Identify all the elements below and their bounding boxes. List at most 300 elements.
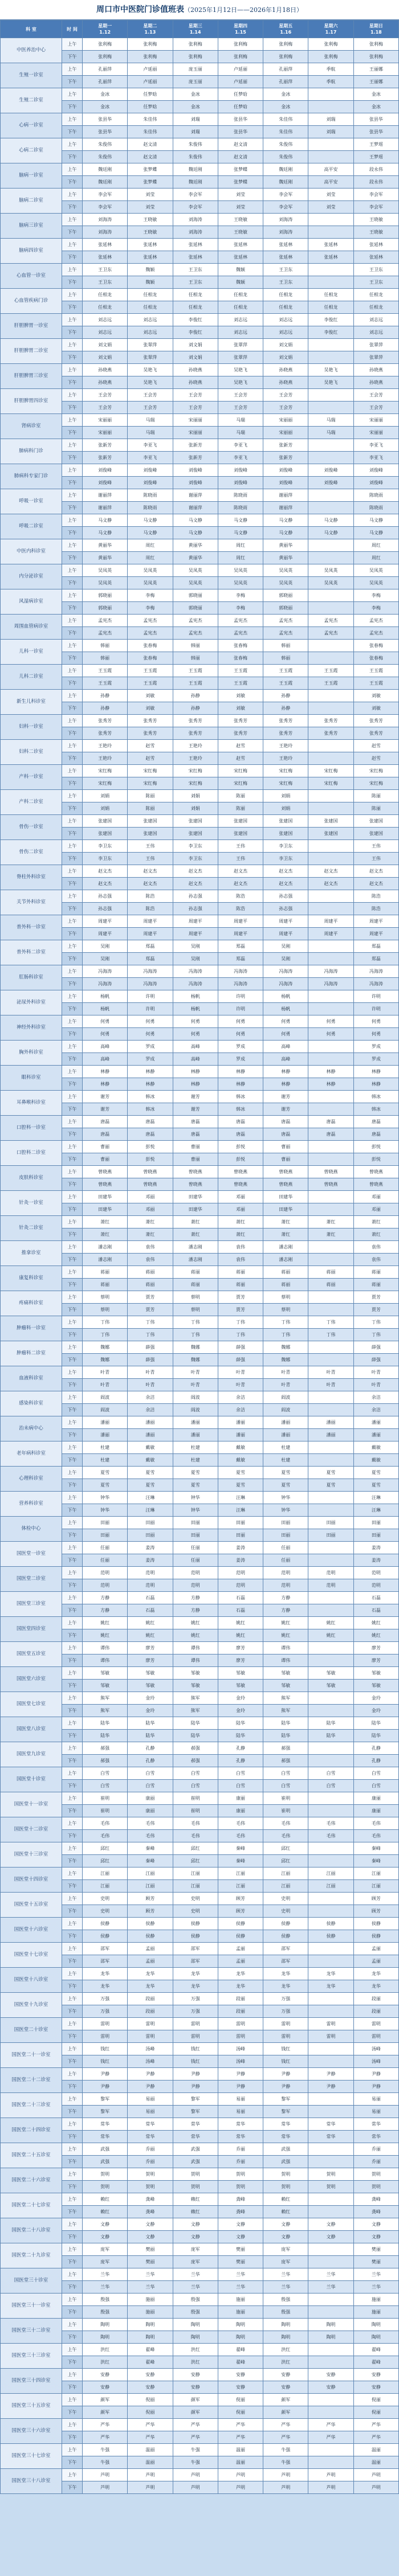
doctor-cell: 刘文娟 [83,339,128,351]
doctor-cell [308,1441,353,1454]
doctor-cell: 文静 [173,2231,218,2243]
schedule-row [1,1642,399,1654]
doctor-cell: 曾晓燕 [218,1166,263,1178]
doctor-cell: 张秀芳 [308,727,353,740]
time-slot: 上午 [62,1467,83,1479]
doctor-cell: 严华 [173,2419,218,2431]
doctor-cell: 马文静 [218,527,263,539]
doctor-cell: 袁伟 [353,1241,398,1254]
doctor-cell: 江丽 [173,1880,218,1893]
doctor-cell: 崔明 [263,1792,308,1805]
doctor-cell: 孔丽萍 [83,63,128,76]
doctor-cell: 贾芳 [353,1291,398,1304]
doctor-cell: 樊丽 [128,2256,173,2268]
doctor-cell: 任丽 [263,1542,308,1554]
schedule-row [1,715,399,727]
time-slot: 上午 [62,564,83,577]
doctor-cell: 蔡明 [263,1291,308,1304]
time-slot: 上午 [62,1567,83,1579]
doctor-cell: 唐磊 [263,1116,308,1128]
doctor-cell [308,1905,353,1918]
doctor-cell: 宋红梅 [173,765,218,777]
time-slot: 下午 [62,1755,83,1767]
doctor-cell: 陶明 [83,2319,128,2331]
department-name: 普外科一诊室 [1,915,62,940]
department-name: 呼吸二诊室 [1,514,62,539]
doctor-cell: 倪丽 [218,2406,263,2419]
doctor-cell: 孙晓燕 [173,364,218,376]
time-slot: 上午 [62,1416,83,1429]
doctor-cell: 文静 [308,2218,353,2231]
doctor-cell: 韩冰 [218,1103,263,1116]
doctor-cell: 温丽 [353,2456,398,2469]
doctor-cell: 余洁 [353,1391,398,1404]
doctor-cell: 田丽 [173,1517,218,1529]
doctor-cell: 颜军 [83,2406,128,2419]
doctor-cell: 郑磊 [353,953,398,965]
doctor-cell: 兰华 [173,2281,218,2294]
doctor-cell: 魏颖 [128,276,173,289]
doctor-cell: 文静 [353,2218,398,2231]
doctor-cell: 倪丽 [353,2394,398,2406]
time-slot: 上午 [62,339,83,351]
doctor-cell: 魏娜 [173,1354,218,1366]
doctor-cell: 戴敏 [128,1441,173,1454]
schedule-row [1,2193,399,2206]
doctor-cell: 宋红梅 [128,765,173,777]
doctor-cell: 王玉霞 [173,665,218,677]
doctor-cell: 龙华 [128,1968,173,1980]
schedule-row [1,690,399,702]
doctor-cell: 王玉霞 [83,677,128,690]
doctor-cell: 施丽 [218,2294,263,2306]
doctor-cell: 顾芳 [128,1893,173,1905]
doctor-cell [308,1492,353,1504]
doctor-cell: 范明 [83,1579,128,1592]
doctor-cell: 陈浩 [128,890,173,903]
doctor-cell: 牛强 [173,2444,218,2456]
doctor-cell: 王玉霞 [83,665,128,677]
doctor-cell: 萧红 [218,1228,263,1241]
doctor-cell: 王玉霞 [353,665,398,677]
doctor-cell [308,1692,353,1705]
doctor-cell: 潘志刚 [83,1241,128,1254]
doctor-cell: 陆华 [353,1717,398,1730]
doctor-cell [308,1041,353,1053]
doctor-cell: 孟宪杰 [83,615,128,627]
doctor-cell: 范明 [173,1567,218,1579]
doctor-cell: 孙志强 [173,903,218,915]
doctor-cell: 牛强 [263,2444,308,2456]
doctor-cell: 谢丽萍 [83,489,128,502]
doctor-cell: 孟丽 [218,1955,263,1968]
doctor-cell: 秦峰 [218,1855,263,1868]
doctor-cell: 廖芳 [128,1642,173,1654]
doctor-cell: 张利梅 [353,38,398,51]
doctor-cell: 陶明 [308,2331,353,2344]
department-name: 脑病二诊室 [1,189,62,214]
time-slot: 下午 [62,1454,83,1467]
doctor-cell: 李卫东 [173,853,218,865]
doctor-cell: 谢芳 [173,1091,218,1103]
doctor-cell: 兰华 [308,2268,353,2281]
doctor-cell: 萧红 [128,1216,173,1228]
doctor-cell: 芦明 [263,2469,308,2481]
doctor-cell: 常华 [173,2131,218,2143]
doctor-cell: 张延林 [308,251,353,264]
doctor-cell: 廖芳 [218,1642,263,1654]
time-slot: 上午 [62,1692,83,1705]
department-name: 耳鼻喉科诊室 [1,1091,62,1116]
doctor-cell: 殷强 [173,2306,218,2319]
schedule-row [1,514,399,527]
time-slot: 下午 [62,1429,83,1441]
doctor-cell: 康丽 [218,1805,263,1817]
time-slot: 上午 [62,2344,83,2356]
doctor-cell: 余洁 [128,1391,173,1404]
time-slot: 下午 [62,903,83,915]
doctor-cell: 蔡明 [83,1291,128,1304]
time-slot: 上午 [62,2143,83,2156]
doctor-cell [308,840,353,853]
schedule-row [1,2243,399,2256]
doctor-cell: 顾芳 [128,1905,173,1918]
doctor-cell: 周红 [128,552,173,564]
doctor-cell: 周建平 [83,915,128,928]
doctor-cell: 庞玉丽 [173,76,218,88]
schedule-row [1,2344,399,2356]
doctor-cell: 雷明 [263,2030,308,2043]
doctor-cell: 廖芳 [353,1654,398,1667]
doctor-cell: 史明 [173,1905,218,1918]
doctor-cell: 蒋丽 [353,1266,398,1279]
doctor-cell: 秦峰 [353,1842,398,1855]
doctor-cell: 张梦蝶 [128,163,173,176]
doctor-cell: 魏娜 [83,1341,128,1354]
doctor-cell: 范明 [353,1567,398,1579]
schedule-row [1,1742,399,1755]
doctor-cell: 严华 [263,2431,308,2444]
time-slot: 下午 [62,677,83,690]
doctor-cell: 孔静 [218,1755,263,1767]
schedule-row [1,865,399,878]
doctor-cell: 翟峰 [218,2344,263,2356]
doctor-cell: 易丽 [218,2106,263,2118]
doctor-cell: 罗成 [353,1053,398,1066]
schedule-row [1,389,399,402]
doctor-cell: 魏娜 [263,1341,308,1354]
doctor-cell: 文静 [218,2218,263,2231]
doctor-cell: 殷强 [173,2294,218,2306]
department-name: 国医堂九诊室 [1,1742,62,1767]
doctor-cell: 许明 [353,990,398,1003]
doctor-cell: 范明 [308,1579,353,1592]
doctor-cell: 姚红 [173,1617,218,1629]
doctor-cell: 万强 [83,2005,128,2018]
time-slot: 上午 [62,1266,83,1279]
doctor-cell: 冯海涛 [218,978,263,990]
doctor-cell [308,1504,353,1517]
doctor-cell: 牛强 [83,2444,128,2456]
time-slot: 上午 [62,1366,83,1379]
doctor-cell: 常华 [353,2131,398,2143]
doctor-cell: 侯静 [263,1918,308,1930]
doctor-cell: 贺明 [263,2181,308,2193]
doctor-cell: 蒋丽 [353,1279,398,1291]
doctor-cell: 毛伟 [128,1830,173,1842]
doctor-cell: 朱俊伟 [173,138,218,151]
doctor-cell: 赵文杰 [263,865,308,878]
doctor-cell: 毛伟 [263,1817,308,1830]
doctor-cell [308,2043,353,2055]
doctor-cell: 张建国 [83,815,128,828]
department-name: 肾病诊室 [1,414,62,439]
doctor-cell: 陈浩 [128,903,173,915]
time-slot: 下午 [62,853,83,865]
doctor-cell: 潘丽 [308,1429,353,1441]
time-slot: 上午 [62,1717,83,1730]
time-slot: 下午 [62,2005,83,2018]
doctor-cell: 汪琳 [128,1492,173,1504]
doctor-cell: 萧红 [128,1228,173,1241]
time-slot: 上午 [62,239,83,251]
time-slot: 下午 [62,1654,83,1667]
doctor-cell: 贺明 [83,2181,128,2193]
doctor-cell: 叶青 [83,1366,128,1379]
department-name: 肝胆脾胃四诊室 [1,389,62,414]
schedule-row [1,1166,399,1178]
doctor-cell: 王会芳 [353,402,398,414]
doctor-cell: 贺明 [263,2168,308,2181]
doctor-cell: 施丽 [218,2306,263,2319]
doctor-cell: 孙晓燕 [173,376,218,389]
doctor-cell: 李会军 [353,201,398,214]
doctor-cell: 薛强 [353,1354,398,1366]
doctor-cell: 廖芳 [128,1654,173,1667]
doctor-cell: 韩丽 [263,652,308,665]
doctor-cell: 崔明 [263,1805,308,1817]
doctor-cell: 常华 [218,2118,263,2131]
doctor-cell: 谭伟 [263,1654,308,1667]
doctor-cell: 颜军 [173,2394,218,2406]
doctor-cell: 孔静 [353,1742,398,1755]
doctor-cell: 安静 [128,2369,173,2381]
doctor-cell: 张秀芳 [173,727,218,740]
time-slot: 下午 [62,1880,83,1893]
doctor-cell: 邱红 [173,1842,218,1855]
schedule-row [1,965,399,978]
doctor-cell: 郑磊 [128,940,173,953]
doctor-cell: 金冰 [173,88,218,101]
doctor-cell: 王伟 [218,840,263,853]
time-slot: 下午 [62,351,83,364]
time-slot: 下午 [62,326,83,339]
doctor-cell: 侯静 [218,1930,263,1943]
doctor-cell: 孟宪杰 [128,615,173,627]
doctor-cell: 张延林 [308,239,353,251]
doctor-cell: 邵军 [83,1943,128,1955]
time-slot: 下午 [62,577,83,589]
schedule-row [1,1141,399,1153]
time-slot: 上午 [62,389,83,402]
doctor-cell: 王艳玲 [83,740,128,752]
doctor-cell: 郑磊 [353,940,398,953]
doctor-cell [308,101,353,113]
doctor-cell: 孔静 [353,1755,398,1767]
time-slot: 下午 [62,502,83,514]
doctor-cell: 王卫东 [353,264,398,276]
doctor-cell: 顾芳 [353,1893,398,1905]
time-slot: 上午 [62,1291,83,1304]
doctor-cell: 赖红 [83,2193,128,2206]
doctor-cell [308,2344,353,2356]
doctor-cell: 李梅 [353,602,398,615]
time-slot: 下午 [62,2206,83,2218]
doctor-cell [308,1291,353,1304]
department-name: 国医堂四诊室 [1,1617,62,1642]
schedule-row [1,1341,399,1354]
doctor-cell: 田建华 [83,1203,128,1216]
doctor-cell: 王卫东 [263,264,308,276]
doctor-cell: 任相龙 [128,301,173,314]
doctor-cell: 孟丽 [353,1943,398,1955]
doctor-cell: 夏雪 [308,1479,353,1492]
doctor-cell: 曾晓燕 [263,1166,308,1178]
time-slot: 上午 [62,1918,83,1930]
doctor-cell: 顾芳 [218,1893,263,1905]
doctor-cell: 唐磊 [218,1116,263,1128]
doctor-cell [308,802,353,815]
doctor-cell: 王玉霞 [263,677,308,690]
doctor-cell: 严华 [308,2419,353,2431]
doctor-cell: 颜军 [263,2406,308,2419]
doctor-cell: 潘丽 [128,1416,173,1429]
doctor-cell: 张翠萍 [218,351,263,364]
doctor-cell: 唐磊 [173,1128,218,1141]
doctor-cell: 陈晓雨 [353,502,398,514]
doctor-cell: 庞军 [83,2243,128,2256]
doctor-cell: 张利梅 [263,51,308,63]
doctor-cell [308,690,353,702]
time-slot: 上午 [62,1642,83,1654]
time-slot: 下午 [62,2356,83,2369]
doctor-cell: 戴敏 [353,1454,398,1467]
doctor-cell [308,2106,353,2118]
doctor-cell: 汪琳 [353,1492,398,1504]
schedule-row [1,189,399,201]
doctor-cell: 颜军 [173,2406,218,2419]
department-name: 国医堂二十六诊室 [1,2168,62,2193]
doctor-cell: 宋丽丽 [353,414,398,427]
doctor-cell: 张秀芳 [218,715,263,727]
time-slot: 上午 [62,1015,83,1028]
doctor-cell: 毛伟 [353,1830,398,1842]
doctor-cell: 王丽娜 [353,76,398,88]
time-slot: 下午 [62,1329,83,1341]
doctor-cell: 姚红 [353,1629,398,1642]
doctor-cell: 侯静 [128,1930,173,1943]
doctor-cell: 兰华 [263,2268,308,2281]
doctor-cell: 吴凤英 [218,564,263,577]
doctor-cell: 白雪 [308,1780,353,1792]
doctor-cell: 王卫东 [173,264,218,276]
doctor-cell: 孟宪杰 [218,627,263,640]
schedule-row [1,1592,399,1604]
doctor-cell: 任相龙 [308,301,353,314]
doctor-cell: 马文静 [263,527,308,539]
doctor-cell: 赵文杰 [173,878,218,890]
doctor-cell: 高峰 [83,1041,128,1053]
doctor-cell: 秦峰 [128,1855,173,1868]
doctor-cell: 林静 [353,1066,398,1078]
time-slot: 下午 [62,2431,83,2444]
department-name: 疼痛科诊室 [1,1291,62,1316]
doctor-cell: 吴凤英 [83,577,128,589]
doctor-cell [308,1842,353,1855]
doctor-cell: 潘丽 [173,1416,218,1429]
doctor-cell: 王会芳 [218,402,263,414]
doctor-cell: 邹敏 [308,1667,353,1680]
doctor-cell: 袁伟 [128,1241,173,1254]
doctor-cell: 赵文清 [218,138,263,151]
doctor-cell: 刘娟 [263,802,308,815]
doctor-cell: 雷明 [308,2030,353,2043]
doctor-cell: 石磊 [128,1592,173,1604]
doctor-cell: 罗成 [128,1041,173,1053]
doctor-cell: 朱佳伟 [128,126,173,138]
department-name: 产科二诊室 [1,790,62,815]
doctor-cell: 张翠萍 [218,339,263,351]
doctor-cell: 丁伟 [173,1329,218,1341]
doctor-cell: 刘志远 [353,326,398,339]
time-slot: 上午 [62,163,83,176]
doctor-cell: 蔡明 [173,1291,218,1304]
doctor-cell: 张延林 [263,239,308,251]
doctor-cell: 赵雪 [353,752,398,765]
time-slot: 下午 [62,1730,83,1742]
doctor-cell: 宋红梅 [353,765,398,777]
doctor-cell: 刘志远 [218,314,263,326]
doctor-cell: 殷强 [83,2306,128,2319]
doctor-cell: 倪丽 [353,2406,398,2419]
doctor-cell: 薛强 [218,1354,263,1366]
doctor-cell: 谭伟 [173,1642,218,1654]
department-name: 关节外科诊室 [1,890,62,915]
time-slot: 上午 [62,890,83,903]
schedule-row [1,2369,399,2381]
doctor-cell: 江丽 [128,1868,173,1880]
doctor-cell: 吴凤英 [128,564,173,577]
doctor-cell: 乔丽 [353,2156,398,2168]
doctor-cell [308,1955,353,1968]
doctor-cell: 张利梅 [83,51,128,63]
doctor-cell: 张县华 [353,126,398,138]
doctor-cell: 任丽 [263,1554,308,1567]
doctor-cell: 钱红 [83,2055,128,2068]
doctor-cell [308,2193,353,2206]
doctor-cell: 钟华 [263,1504,308,1517]
schedule-row [1,1467,399,1479]
doctor-cell [308,1792,353,1805]
doctor-cell: 秦峰 [128,1842,173,1855]
doctor-cell: 唐磊 [128,1116,173,1128]
doctor-cell [308,2156,353,2168]
doctor-cell: 杜建 [83,1454,128,1467]
time-slot: 下午 [62,1103,83,1116]
doctor-cell: 刘俊峰 [353,477,398,489]
department-name: 国医堂十一诊室 [1,1792,62,1817]
doctor-cell: 赖红 [263,2193,308,2206]
